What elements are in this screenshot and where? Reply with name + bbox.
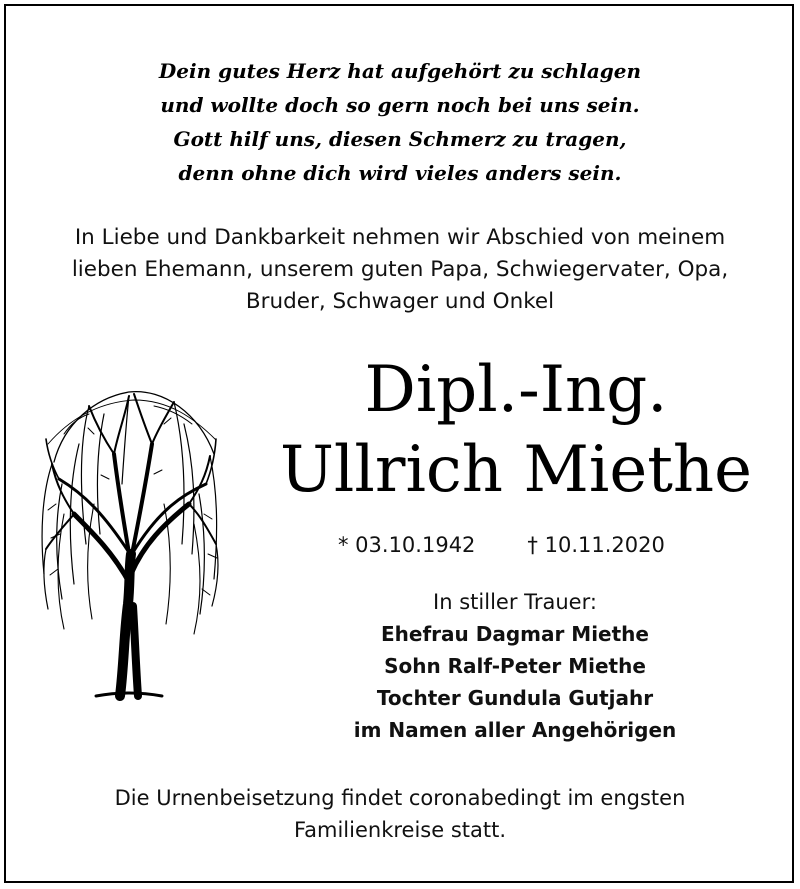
intro-line: Bruder, Schwager und Onkel [245,289,555,314]
poem-line: denn ohne dich wird vieles anders sein. [178,161,622,185]
burial-note-line: Die Urnenbeisetzung findet coronabedingt im engsten [114,786,686,810]
mourners-label: In stiller Trauer: [433,590,597,614]
burial-note [20,782,780,846]
poem [0,54,800,190]
intro-line: In Liebe und Dankbarkeit nehmen wir Abschied von meinem [74,225,726,250]
life-dates [338,530,738,560]
deceased-name [238,350,794,510]
death-date: † 10.11.2020 [527,533,665,557]
birth-date: * 03.10.1942 [338,533,476,557]
poem-line: Dein gutes Herz hat aufgehört zu schlagen [158,59,642,83]
mourner-name: Ehefrau Dagmar Miethe [381,622,649,646]
deceased-fullname: Ullrich Miethe [279,433,753,507]
burial-note-line: Familienkreise statt. [293,818,507,842]
tree-icon [34,384,224,714]
poem-line: Gott hilf uns, diesen Schmerz zu tragen, [173,127,627,151]
farewell-intro [20,222,780,318]
mourner-name: Sohn Ralf-Peter Miethe [384,654,646,678]
poem-line: und wollte doch so gern noch bei uns sein. [160,93,640,117]
mourner-name: im Namen aller Angehörigen [353,718,677,742]
mourners-block [290,586,740,746]
mourner-name: Tochter Gundula Gutjahr [376,686,654,710]
intro-line: lieben Ehemann, unserem guten Papa, Schwiegervater, Opa, [71,257,729,282]
deceased-title: Dipl.-Ing. [364,353,668,427]
